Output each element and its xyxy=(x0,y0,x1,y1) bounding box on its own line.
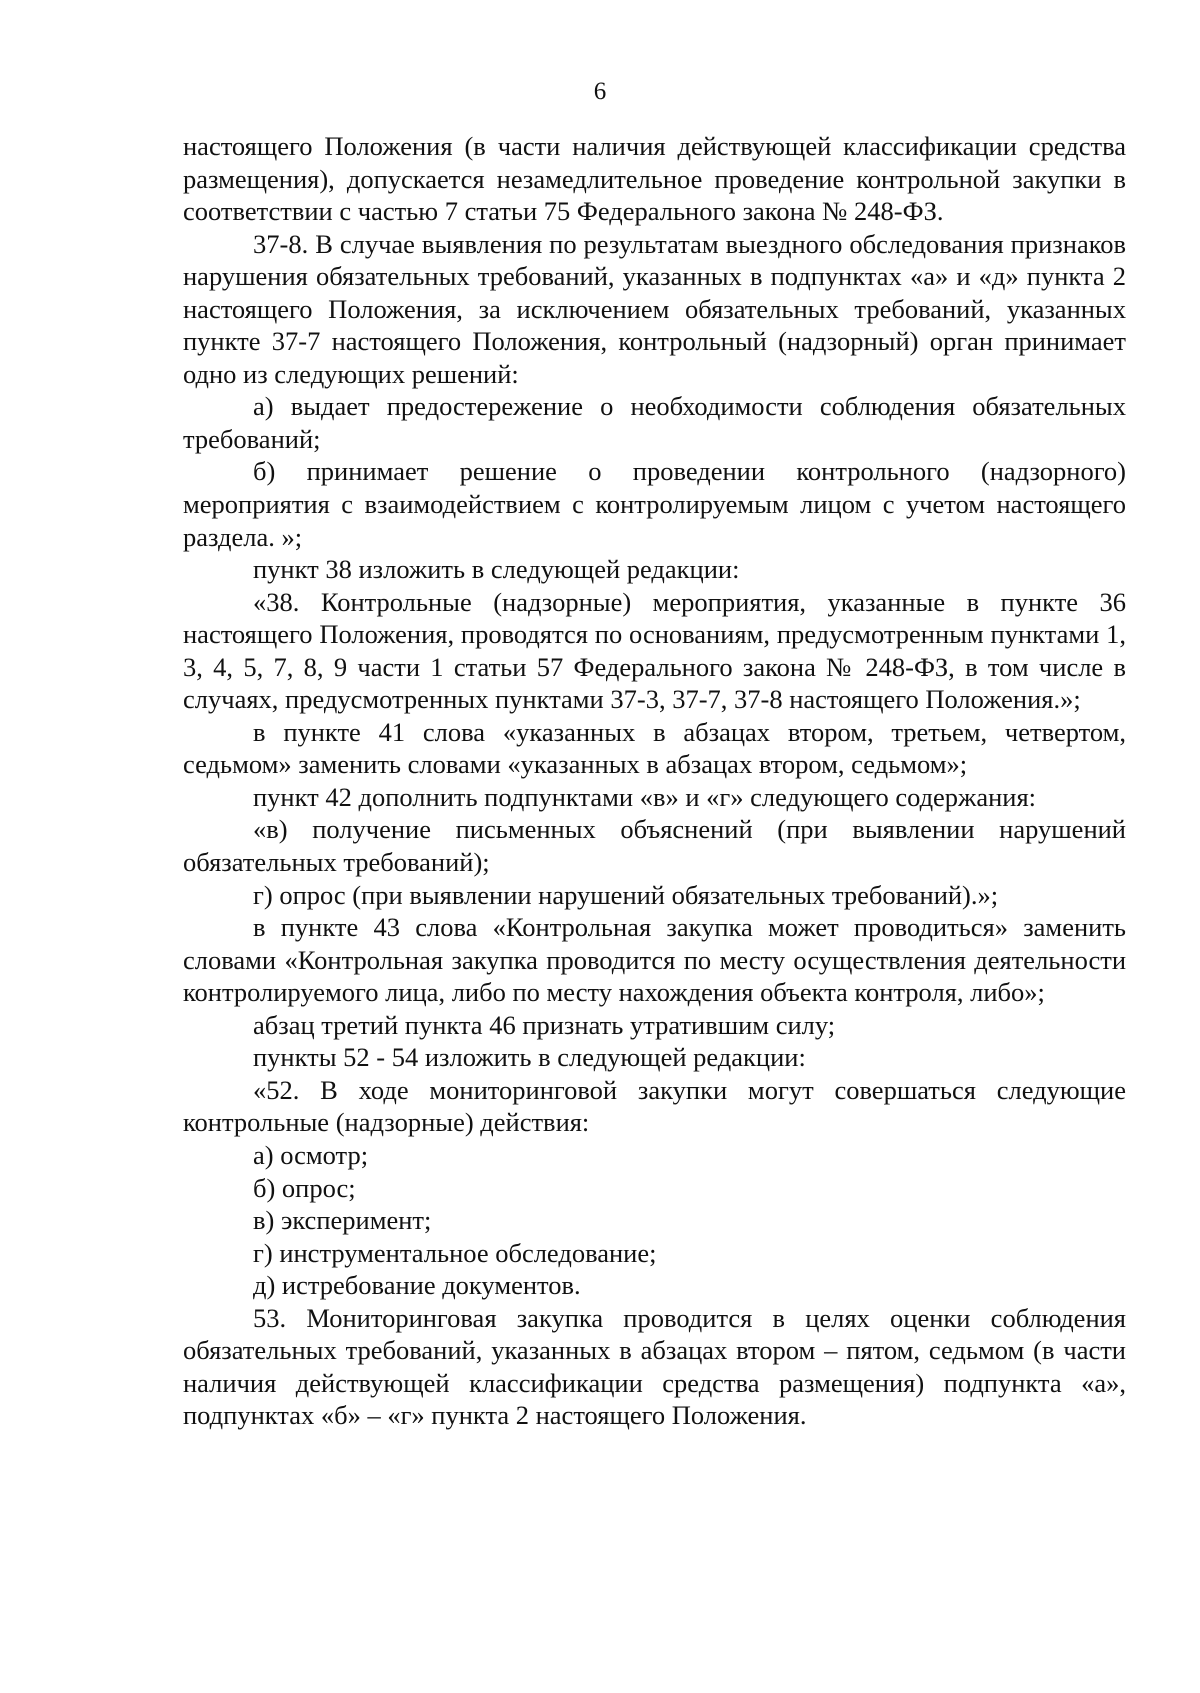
paragraph: а) выдает предостережение о необходимости соблюдения обязательных требований; xyxy=(183,391,1126,454)
paragraph: б) принимает решение о проведении контрольного (надзорного) мероприятия с взаимодействием с контролируемым лицом с учетом настоящего раздела. »; xyxy=(183,456,1126,552)
paragraph: «38. Контрольные (надзорные) мероприятия, указанные в пункте 36 настоящего Положения, проводятся по основаниям, предусмотренным пунктами 1, 3, 4, 5, 7, 8, 9 части 1 статьи 57 Федерального закона № 248-ФЗ, в том числе в случаях, предусмотренных пунктами 37-3, 37-7, 37-8 настоящего Положения.»; xyxy=(183,586,1126,715)
paragraph: в пункте 41 слова «указанных в абзацах втором, третьем, четвертом, седьмом» заменить словами «указанных в абзацах втором, седьмом»; xyxy=(183,716,1126,780)
list-item: а) осмотр; xyxy=(253,1139,369,1170)
paragraph: в пункте 43 слова «Контрольная закупка может проводиться» заменить словами «Контрольная закупка проводится по месту осуществления деятельности контролируемого лица, либо по месту нахождения объекта контроля, либо»; xyxy=(183,912,1126,1008)
list-item: б) опрос; xyxy=(253,1172,356,1203)
paragraph: пункты 52 - 54 изложить в следующей редакции: xyxy=(253,1042,806,1073)
page-number: 6 xyxy=(593,78,607,105)
paragraph: г) опрос (при выявлении нарушений обязательных требований).»; xyxy=(253,879,999,910)
paragraph: пункт 38 изложить в следующей редакции: xyxy=(253,554,740,585)
paragraph: 53. Мониторинговая закупка проводится в целях оценки соблюдения обязательных требований, указанных в абзацах втором – пятом, седьмом (в части наличия действующей классификации средства размещения) подпункта «а», подпунктах «б» – «г» пункта 2 настоящего Положения. xyxy=(183,1302,1126,1431)
list-item: д) истребование документов. xyxy=(253,1270,581,1301)
document-body xyxy=(183,130,1126,1432)
paragraph: пункт 42 дополнить подпунктами «в» и «г» следующего содержания: xyxy=(253,781,1037,812)
paragraph: «в) получение письменных объяснений (при выявлении нарушений обязательных требований); xyxy=(183,814,1126,878)
paragraph: 37-8. В случае выявления по результатам выездного обследования признаков нарушения обязательных требований, указанных в подпунктах «а» и «д» пункта 2 настоящего Положения, за исключением обязательных требований, указанных пункте 37-7 настоящего Положения, контрольный (надзорный) орган принимает одно из следующих решений: xyxy=(183,228,1126,389)
paragraph: абзац третий пункта 46 признать утратившим силу; xyxy=(253,1009,836,1040)
list-item: г) инструментальное обследование; xyxy=(253,1237,657,1268)
paragraph: «52. В ходе мониторинговой закупки могут совершаться следующие контрольные (надзорные) действия: xyxy=(183,1074,1126,1138)
list-item: в) эксперимент; xyxy=(253,1205,432,1236)
paragraph: настоящего Положения (в части наличия действующей классификации средства размещения), допускается незамедлительное проведение контрольной закупки в соответствии с частью 7 статьи 75 Федерального закона № 248-ФЗ. xyxy=(183,131,1126,227)
